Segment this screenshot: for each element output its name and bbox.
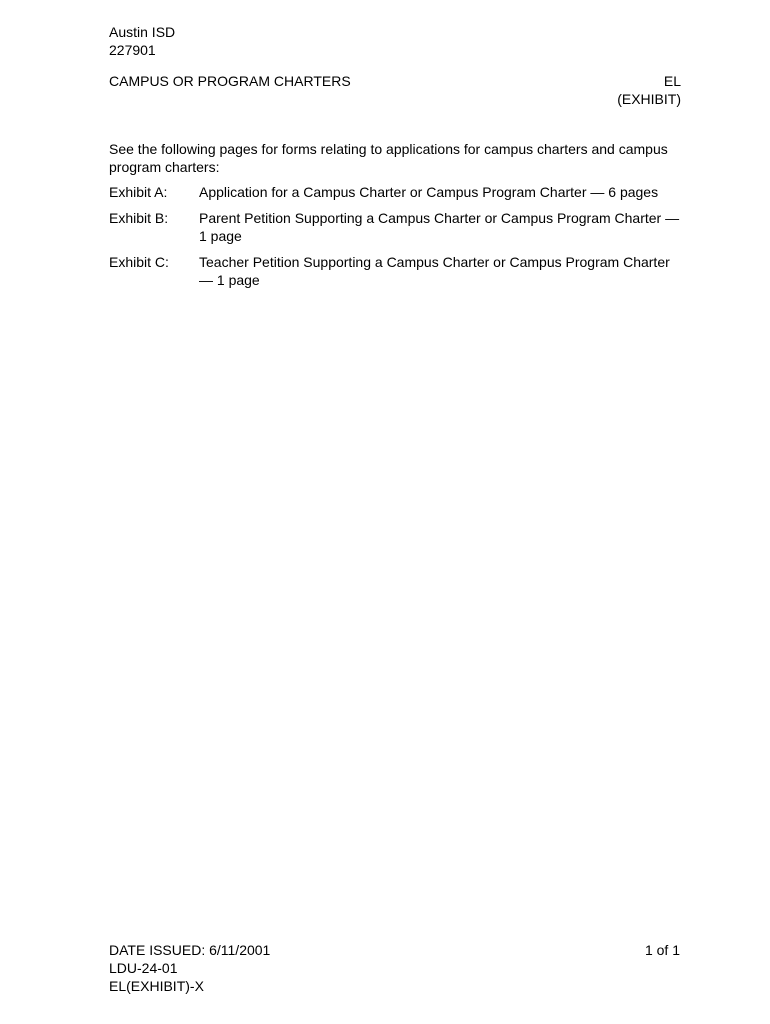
- exhibit-label: Exhibit A:: [109, 184, 168, 200]
- district-number: 227901: [109, 42, 156, 58]
- intro-paragraph: See the following pages for forms relating to applications for campus charters and campus program charters:: [109, 141, 668, 175]
- update-code: LDU-24-01: [109, 960, 178, 976]
- exhibit-list: [109, 183, 681, 297]
- page-number: 1 of 1: [644, 942, 680, 958]
- exhibit-item: [109, 209, 681, 245]
- document-footer: [109, 941, 270, 995]
- exhibit-label: Exhibit C:: [109, 254, 169, 270]
- date-issued: DATE ISSUED: 6/11/2001: [109, 942, 271, 958]
- district-name: Austin ISD: [109, 24, 176, 40]
- title-row: [109, 72, 681, 108]
- policy-title: CAMPUS OR PROGRAM CHARTERS: [109, 73, 351, 89]
- document-header: [109, 23, 681, 59]
- exhibit-item: [109, 183, 681, 201]
- policy-type: (EXHIBIT): [617, 91, 681, 107]
- exhibit-label: Exhibit B:: [109, 210, 169, 226]
- policy-reference: EL(EXHIBIT)-X: [109, 978, 204, 994]
- policy-code: EL: [663, 73, 681, 89]
- exhibit-item: [109, 253, 681, 289]
- exhibit-description: Parent Petition Supporting a Campus Charter or Campus Program Charter — 1 page: [199, 210, 680, 244]
- exhibit-description: Teacher Petition Supporting a Campus Charter or Campus Program Charter — 1 page: [199, 254, 670, 288]
- policy-code-block: [617, 72, 681, 108]
- exhibit-description: Application for a Campus Charter or Campus Program Charter — 6 pages: [199, 184, 659, 200]
